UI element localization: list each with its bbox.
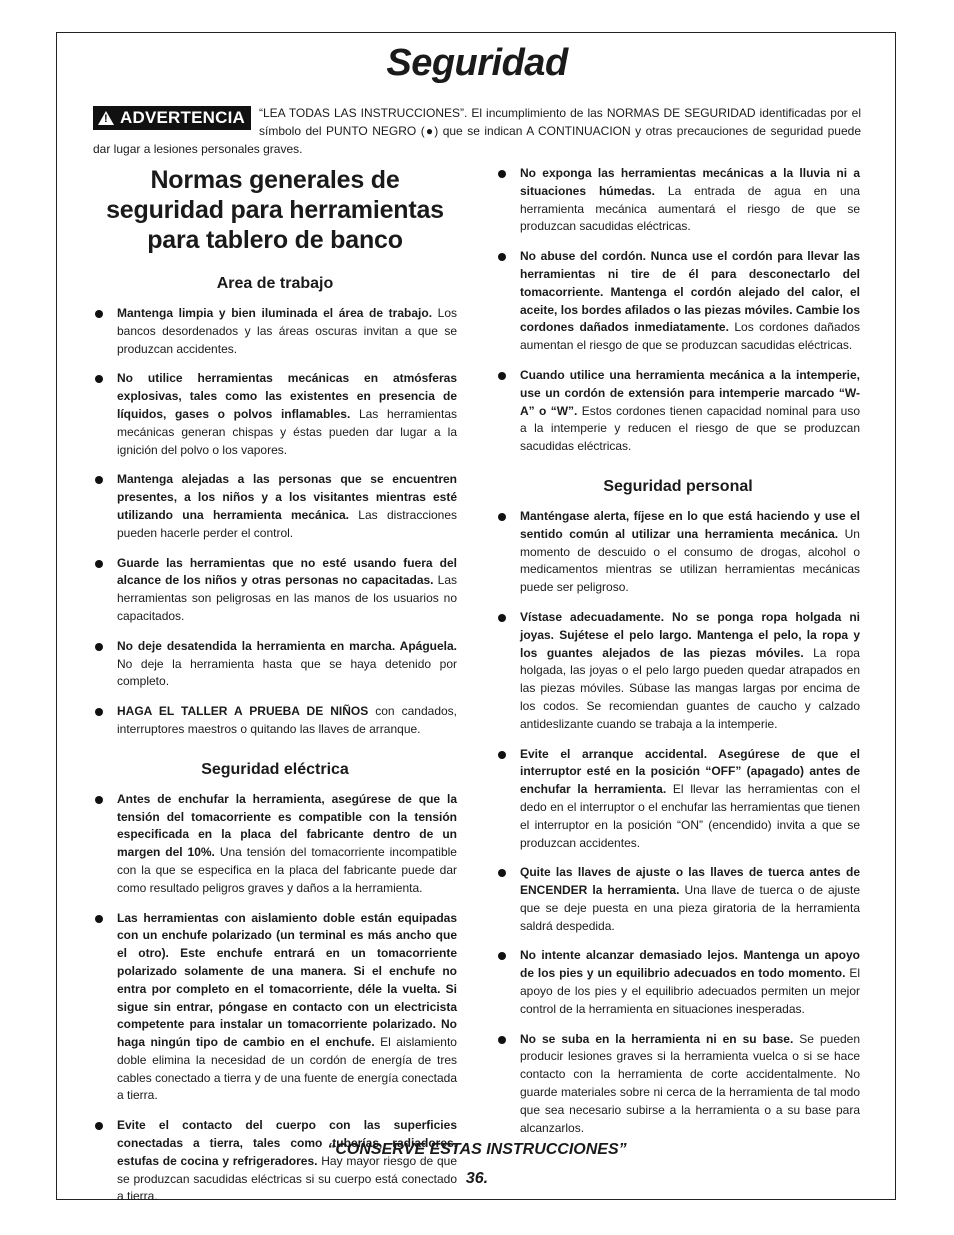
right-sections — [496, 165, 860, 1137]
rule-text: Estos cordones tienen capacidad nominal para uso a la intemperie y reducen el riesgo de que se produzcan sacudidas eléctricas. — [520, 403, 860, 454]
warning-block — [93, 104, 861, 158]
rule-text: Una tensión del tomacorriente incompatible con la que se especifica en la placa del fabricante puede dar como resultado peligros graves y daños a la herramienta. — [117, 845, 457, 895]
bullet-icon — [95, 375, 103, 383]
section-heading: Seguridad personal — [603, 477, 753, 495]
safety-rule — [496, 248, 860, 355]
rule-bold-text: HAGA EL TALLER A PRUEBA DE NIÑOS — [117, 704, 369, 719]
warning-triangle-icon: ! — [98, 111, 114, 125]
bullet-icon — [95, 796, 103, 804]
safety-rule — [93, 638, 457, 691]
section-gap — [496, 468, 860, 478]
bullet-icon — [95, 476, 103, 484]
warning-text: “LEA TODAS LAS INSTRUCCIONES”. El incumplimiento de las NORMAS DE SEGURIDAD identificadas por el símbolo del PUNTO NEGRO (●) que se indican A CONTINUACION y otras precauciones de seguridad puede dar lugar a lesiones personales graves. — [93, 106, 861, 156]
section-gap — [93, 751, 457, 761]
rule-text: La entrada de agua en una herramienta mecánica aumentará el riesgo de que se produzcan sacudidas eléctricas. — [520, 183, 860, 234]
safety-rule — [93, 471, 457, 542]
rule-bold-text: No utilice herramientas mecánicas en atmósferas explosivas, tales como las existentes en presencia de líquidos, gases o polvos inflamables. — [117, 371, 457, 421]
rule-text: Los cordones dañados aumentan el riesgo de que se produzcan sacudidas eléctricas. — [520, 320, 860, 353]
rule-text: Las herramientas son peligrosas en las manos de los usuarios no capacitados. — [117, 573, 457, 623]
bullet-icon — [95, 915, 103, 923]
safety-rule — [496, 165, 860, 236]
rule-bold-text: Mantenga limpia y bien iluminada el área de trabajo. — [117, 306, 433, 320]
rule-bold-text: Cuando utilice una herramienta mecánica a la intemperie, use un cordón de extensión para intemperie marcado “W-A” o “W”. — [520, 367, 860, 418]
bullet-icon — [498, 513, 506, 521]
rule-bold-text: No intente alcanzar demasiado lejos. Mantenga un apoyo de los pies y un equilibrio adecuados en todo momento. — [520, 948, 860, 981]
rule-text: Se pueden producir lesiones graves si la herramienta vuelca o si se hace contacto con la herramienta de corte accidentalmente. No guarde materiales sobre ni cerca de la herramienta de tal modo que sea necesario subirse a la herramienta o a su base para alcanzarlos. — [520, 1031, 861, 1135]
main-heading: Normas generales de seguridad para herramientas para tablero de banco — [106, 166, 444, 254]
safety-rule — [496, 508, 860, 597]
bullet-icon — [95, 310, 103, 318]
section-heading: Seguridad eléctrica — [201, 760, 349, 778]
rule-text: Las herramientas mecánicas generan chispas y éstas pueden dar lugar a la ignición del polvo o los vapores. — [117, 406, 457, 457]
bullet-icon — [498, 869, 506, 877]
bullet-icon — [498, 1036, 506, 1044]
bullet-icon — [498, 614, 506, 622]
conserve-instructions: “CONSERVE ESTAS INSTRUCCIONES” — [327, 1141, 627, 1158]
rule-bold-text: Antes de enchufar la herramienta, asegúrese de que la tensión del tomacorriente es compatible con la tensión especificada en la placa del fabricante dentro de un margen del 10%. — [117, 791, 457, 860]
rule-text: No deje la herramienta hasta que se haya detenido por completo. — [117, 656, 457, 689]
safety-rule — [496, 947, 860, 1018]
rule-text: El llevar las herramientas con el dedo en el interruptor o el enchufar las herramientas que tienen el interruptor en la posición “ON” (encendido) invita a que se produzcan accidentes. — [520, 782, 860, 850]
bullet-icon — [95, 708, 103, 716]
bullet-icon — [498, 170, 506, 178]
bullet-icon — [498, 952, 506, 960]
left-sections — [93, 275, 457, 1206]
safety-rule — [93, 370, 457, 459]
rule-bold-text: Quite las llaves de ajuste o las llaves de tuerca antes de ENCENDER la herramienta. — [520, 865, 860, 898]
rule-text: Hay mayor riesgo de que se produzcan sacudidas eléctricas si su cuerpo está conectado a tierra. — [117, 1153, 458, 1204]
rule-text: Una llave de tuerca o de ajuste que se deje puesta en una pieza giratoria de la herramienta saldrá despedida. — [520, 883, 860, 933]
safety-rule — [93, 1117, 457, 1206]
rule-text: Las distracciones pueden hacerle perder el control. — [117, 507, 458, 540]
rule-text: Los bancos desordenados y las áreas oscuras invitan a que se produzcan accidentes. — [117, 306, 457, 356]
page-title: Seguridad — [386, 42, 568, 84]
safety-rule — [496, 1031, 860, 1138]
bullet-icon — [498, 372, 506, 380]
rule-bold-text: No deje desatendida la herramienta en marcha. Apáguela. — [117, 638, 457, 653]
bullet-icon — [95, 643, 103, 651]
section-heading: Area de trabajo — [216, 275, 334, 292]
rule-bold-text: No abuse del cordón. Nunca use el cordón para llevar las herramientas ni tire de él para desconectarlo del tomacorriente. Mantenga el cordón alejado del calor, el aceite, los bordes afilados o las piezas móviles. Cambie los cordones dañados inmediatamente. — [520, 249, 860, 335]
rule-text: El apoyo de los pies y el equilibrio adecuados permiten un mejor control de la herramienta en situaciones inesperadas. — [520, 966, 860, 1016]
rule-bold-text: No se suba en la herramienta ni en su base. — [520, 1031, 794, 1046]
rule-text: El aislamiento doble elimina la necesidad de un cordón de energía de tres cables conectado a tierra y de una fuente de energía conectada a tierra. — [117, 1035, 457, 1103]
safety-rule — [93, 305, 457, 358]
warning-badge-label: ADVERTENCIA — [120, 108, 245, 127]
warning-badge — [93, 106, 251, 130]
rule-bold-text: Mantenga alejadas a las personas que se encuentren presentes, a los niños y a los visitantes mientras esté utilizando una herramienta mecánica. — [117, 472, 457, 522]
bullet-icon — [95, 560, 103, 568]
safety-rule — [93, 910, 457, 1106]
safety-rule — [93, 791, 457, 898]
rule-bold-text: Evite el arranque accidental. Asegúrese de que el interruptor esté en la posición “OFF” (apagado) antes de enchufar la herramienta. — [520, 746, 860, 797]
bullet-icon — [498, 751, 506, 759]
safety-rule — [496, 864, 860, 935]
right-column — [496, 165, 860, 1149]
bullet-icon — [95, 1122, 103, 1130]
rule-text: Un momento de descuido o el consumo de drogas, alcohol o medicamentos mientras se utilizan herramientas mecánicas puede ser peligroso. — [520, 526, 860, 595]
rule-bold-text: Evite el contacto del cuerpo con las superficies conectadas a tierra, tales como tuberías, radiadores, estufas de cocina y refrigeradores. — [117, 1118, 457, 1168]
safety-rule — [496, 367, 860, 456]
safety-rule — [93, 703, 457, 739]
bullet-icon — [498, 253, 506, 261]
safety-rule — [496, 746, 860, 853]
safety-rule — [93, 555, 457, 626]
rule-bold-text: Las herramientas con aislamiento doble están equipadas con un enchufe polarizado (un terminal es más ancho que el otro). Este enchufe entrará en un tomacorriente polarizado solamente de una manera. Si el enchufe no entra por completo en el tomacorriente, déle la vuelta. Si sigue sin entrar, póngase en contacto con un electricista competente para instalar un tomacorriente polarizado. No haga ningún tipo de cambio en el enchufe. — [117, 910, 457, 1050]
page-number: 36. — [465, 1170, 489, 1187]
rule-text: La ropa holgada, las joyas o el pelo largo pueden quedar atrapados en las piezas móviles. Súbase las mangas largas por encima de los codos. Se recomiendan guantes de caucho y calzado antideslizante cuando se trabaja a la intemperie. — [520, 645, 860, 731]
left-column — [93, 165, 457, 1218]
rule-bold-text: Guarde las herramientas que no esté usando fuera del alcance de los niños y otras personas no capacitadas. — [117, 555, 457, 588]
rule-bold-text: No exponga las herramientas mecánicas a la lluvia ni a situaciones húmedas. — [520, 166, 860, 198]
rule-text: con candados, interruptores maestros o quitando las llaves de arranque. — [117, 704, 457, 736]
safety-rule — [496, 609, 860, 734]
rule-bold-text: Manténgase alerta, fíjese en lo que está haciendo y use el sentido común al utilizar una herramienta mecánica. — [520, 508, 860, 541]
rule-bold-text: Vístase adecuadamente. No se ponga ropa holgada ni joyas. Sujétese el pelo largo. Mantenga el pelo, la ropa y los guantes alejados de las piezas móviles. — [520, 609, 860, 660]
